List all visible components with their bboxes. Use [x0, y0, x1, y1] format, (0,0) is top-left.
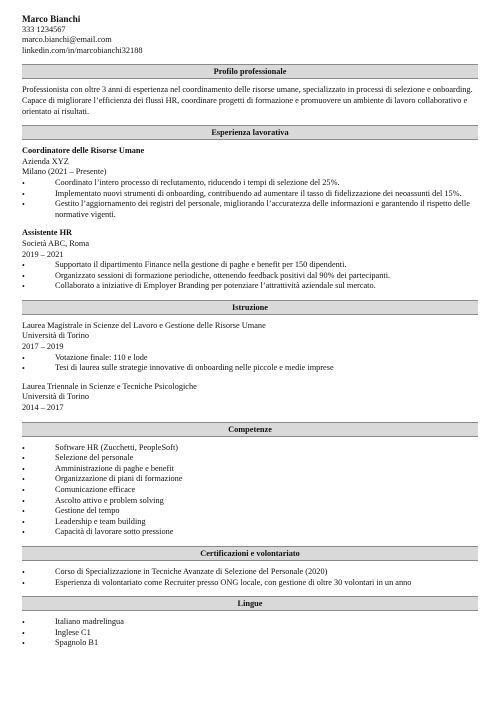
skills-list — [22, 443, 478, 538]
skill-item: • Capacità di lavorare sotto pressione — [22, 527, 478, 538]
job-bullet: • Organizzato sessioni di formazione periodiche, ottenendo feedback positivi dal 90% dei partecipanti. — [22, 271, 478, 282]
phone-number: 333 1234567 — [22, 24, 66, 34]
skill-item: • Software HR (Zucchetti, PeopleSoft) — [22, 443, 478, 454]
job-entry — [22, 228, 478, 292]
skill-item: • Ascolto attivo e problem solving — [22, 496, 478, 507]
candidate-name: Marco Bianchi — [22, 14, 81, 24]
job-entry — [22, 146, 478, 220]
degree-title: Laurea Triennale in Scienze e Tecniche Psicologiche — [22, 381, 197, 391]
profile-summary: Professionista con oltre 3 anni di esperienza nel coordinamento delle risorse umane, specializzato in processi di selezione e onboarding. Capace di migliorare l’efficienza dei flussi HR, coordinare progetti di formazione e promuovere un ambiente di lavoro collaborativo e orientato ai risultati. — [22, 85, 473, 116]
section-header-experience: Esperienza lavorativa — [22, 125, 478, 140]
degree-bullet: • Votazione finale: 110 e lode — [22, 353, 478, 364]
job-bullets — [22, 178, 478, 220]
languages-list — [22, 617, 478, 649]
language-item: • Inglese C1 — [22, 628, 478, 639]
education-entry — [22, 321, 478, 374]
job-bullet: • Supportato il dipartimento Finance nella gestione di paghe e benefit per 150 dipendenti. — [22, 260, 478, 271]
job-bullet: • Implementato nuovi strumenti di onboarding, contribuendo ad aumentare il tasso di fidelizzazione dei neoassunti del 15%. — [22, 189, 478, 200]
job-bullets — [22, 260, 478, 292]
job-bullet: • Collaborato a iniziative di Employer Branding per potenziare l’attrattività aziendale sul mercato. — [22, 281, 478, 292]
skill-item: • Organizzazione di piani di formazione — [22, 474, 478, 485]
job-company: Azienda XYZ — [22, 156, 69, 166]
skill-item: • Comunicazione efficace — [22, 485, 478, 496]
job-period: Milano (2021 – Presente) — [22, 167, 107, 177]
job-period: 2019 – 2021 — [22, 249, 64, 259]
job-company: Società ABC, Roma — [22, 238, 90, 248]
section-header-languages: Lingue — [22, 596, 478, 611]
skill-item: • Selezione del personale — [22, 453, 478, 464]
job-bullet: • Coordinato l’intero processo di reclutamento, riducendo i tempi di selezione del 25%. — [22, 178, 478, 189]
degree-school: Università di Torino — [22, 392, 90, 402]
skill-item: • Gestione del tempo — [22, 506, 478, 517]
education-entry — [22, 382, 478, 414]
certification-item: • Esperienza di volontariato come Recruiter presso ONG locale, con gestione di oltre 30 volontari in un anno — [22, 578, 478, 589]
degree-bullet: • Tesi di laurea sulle strategie innovative di onboarding nelle piccole e medie imprese — [22, 363, 478, 374]
degree-period: 2014 – 2017 — [22, 403, 64, 413]
job-role: Coordinatore delle Risorse Umane — [22, 146, 145, 156]
job-role: Assistente HR — [22, 228, 73, 238]
skill-item: • Leadership e team building — [22, 517, 478, 528]
linkedin-url: linkedin.com/in/marcobianchi32188 — [22, 45, 143, 55]
section-header-education: Istruzione — [22, 300, 478, 315]
contact-header — [22, 14, 478, 56]
degree-title: Laurea Magistrale in Scienze del Lavoro e Gestione delle Risorse Umane — [22, 320, 266, 330]
degree-period: 2017 – 2019 — [22, 342, 64, 352]
section-header-profile: Profilo professionale — [22, 64, 478, 79]
section-header-certifications: Certificazioni e volontariato — [22, 546, 478, 561]
section-header-skills: Competenze — [22, 422, 478, 437]
job-bullet: • Gestito l’aggiornamento dei registri del personale, migliorando l’accuratezza delle informazioni e garantendo il rispetto delle normative vigenti. — [22, 199, 478, 220]
language-item: • Italiano madrelingua — [22, 617, 478, 628]
degree-school: Università di Torino — [22, 331, 90, 341]
certifications-list — [22, 567, 478, 588]
degree-bullets — [22, 353, 478, 374]
skill-item: • Amministrazione di paghe e benefit — [22, 464, 478, 475]
email-address: marco.bianchi@email.com — [22, 35, 112, 45]
language-item: • Spagnolo B1 — [22, 638, 478, 649]
certification-item: • Corso di Specializzazione in Tecniche Avanzate di Selezione del Personale (2020) — [22, 567, 478, 578]
